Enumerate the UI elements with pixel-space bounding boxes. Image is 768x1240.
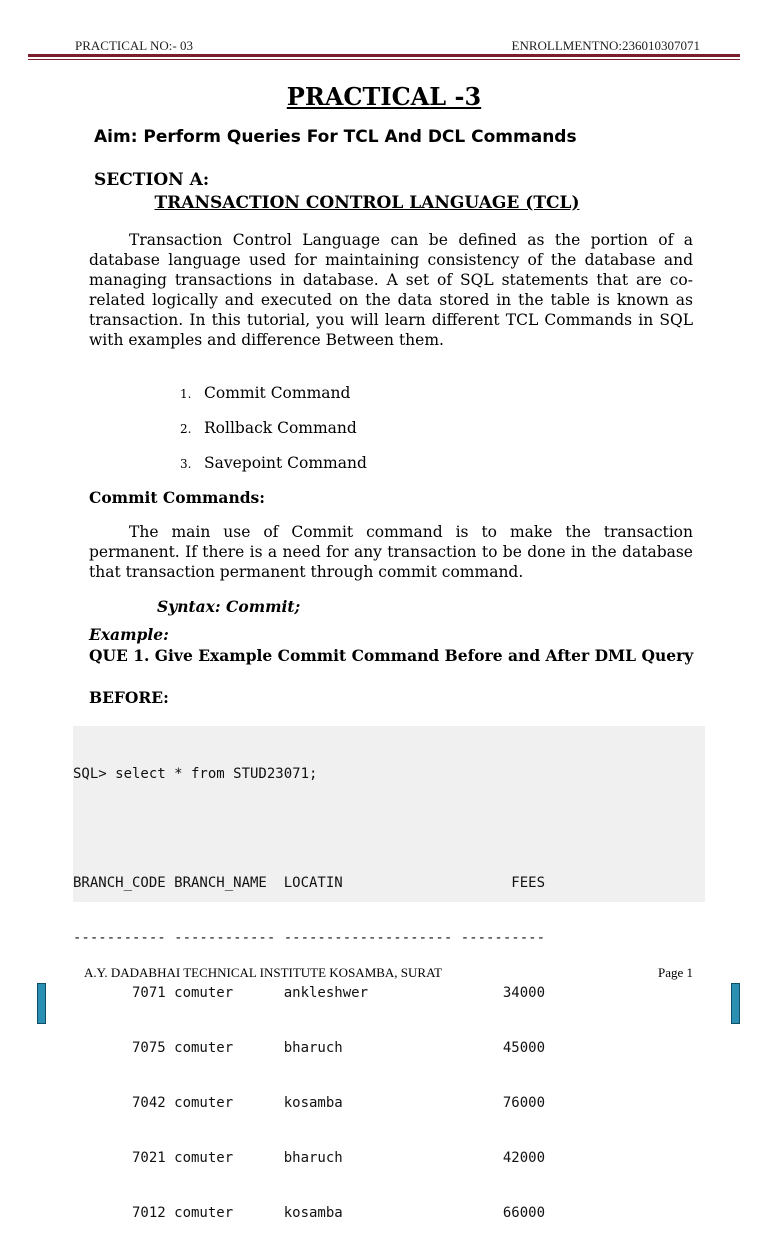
example-label: Example: [89, 625, 169, 644]
sql-line [73, 819, 705, 837]
commit-heading: Commit Commands: [89, 488, 265, 507]
sql-line: 7042 comuter kosamba 76000 [73, 1094, 546, 1111]
list-item-number: 3. [180, 457, 192, 471]
sql-line: SQL> select * from STUD23071; [73, 765, 318, 782]
list-item [180, 383, 367, 418]
syntax-line: Syntax: Commit; [157, 597, 301, 616]
before-label: BEFORE: [89, 688, 169, 707]
header-enrollment-no: ENROLLMENTNO:236010307071 [511, 38, 700, 53]
list-item [180, 418, 367, 453]
list-item-number: 1. [180, 387, 192, 401]
list-item-label: Commit Command [204, 384, 351, 402]
intro-paragraph-text: Transaction Control Language can be defined as the portion of a database language used for maintaining consistency of the database and managing transactions in database. A set of SQL statements that are co-related logically and executed on the data stored in the table is known as transaction. In this tutorial, you will learn different TCL Commands in SQL with examples and difference Between them. [89, 231, 693, 349]
section-title: TRANSACTION CONTROL LANGUAGE (TCL) [154, 193, 580, 213]
aim-heading: Aim: Perform Queries For TCL And DCL Commands [94, 127, 577, 147]
sql-line: 7021 comuter bharuch 42000 [73, 1149, 546, 1166]
footer-page-number: Page 1 [657, 965, 693, 980]
list-item-number: 2. [180, 422, 192, 436]
sql-line: BRANCH_CODE BRANCH_NAME LOCATIN FEES [73, 875, 546, 892]
list-item [180, 453, 367, 488]
right-side-bar [731, 983, 740, 1024]
list-item-label: Savepoint Command [204, 454, 367, 472]
question-heading: QUE 1. Give Example Commit Command Before and After DML Query [89, 646, 694, 665]
sql-line: 7012 comuter kosamba 66000 [73, 1204, 546, 1221]
list-item-label: Rollback Command [204, 419, 357, 437]
section-label: SECTION A: [94, 170, 210, 190]
tcl-commands-list [180, 383, 367, 488]
commit-paragraph [89, 522, 693, 582]
header-rule-thin [28, 59, 740, 60]
left-side-bar [37, 983, 46, 1024]
header-practical-no: PRACTICAL NO:- 03 [75, 38, 193, 53]
intro-paragraph [89, 230, 693, 350]
commit-paragraph-text: The main use of Commit command is to make the transaction permanent. If there is a need for any transaction to be done in the database that transaction permanent through commit command. [89, 523, 693, 581]
header-rule-thick [28, 54, 740, 57]
sql-line: 7075 comuter bharuch 45000 [73, 1040, 546, 1057]
page-title: PRACTICAL -3 [286, 82, 482, 111]
footer-institute: A.Y. DADABHAI TECHNICAL INSTITUTE KOSAMBA, SURAT [84, 965, 442, 980]
sql-line: 7071 comuter ankleshwer 34000 [73, 985, 546, 1002]
sql-line: ----------- ------------ -------------------- ---------- [73, 930, 546, 947]
